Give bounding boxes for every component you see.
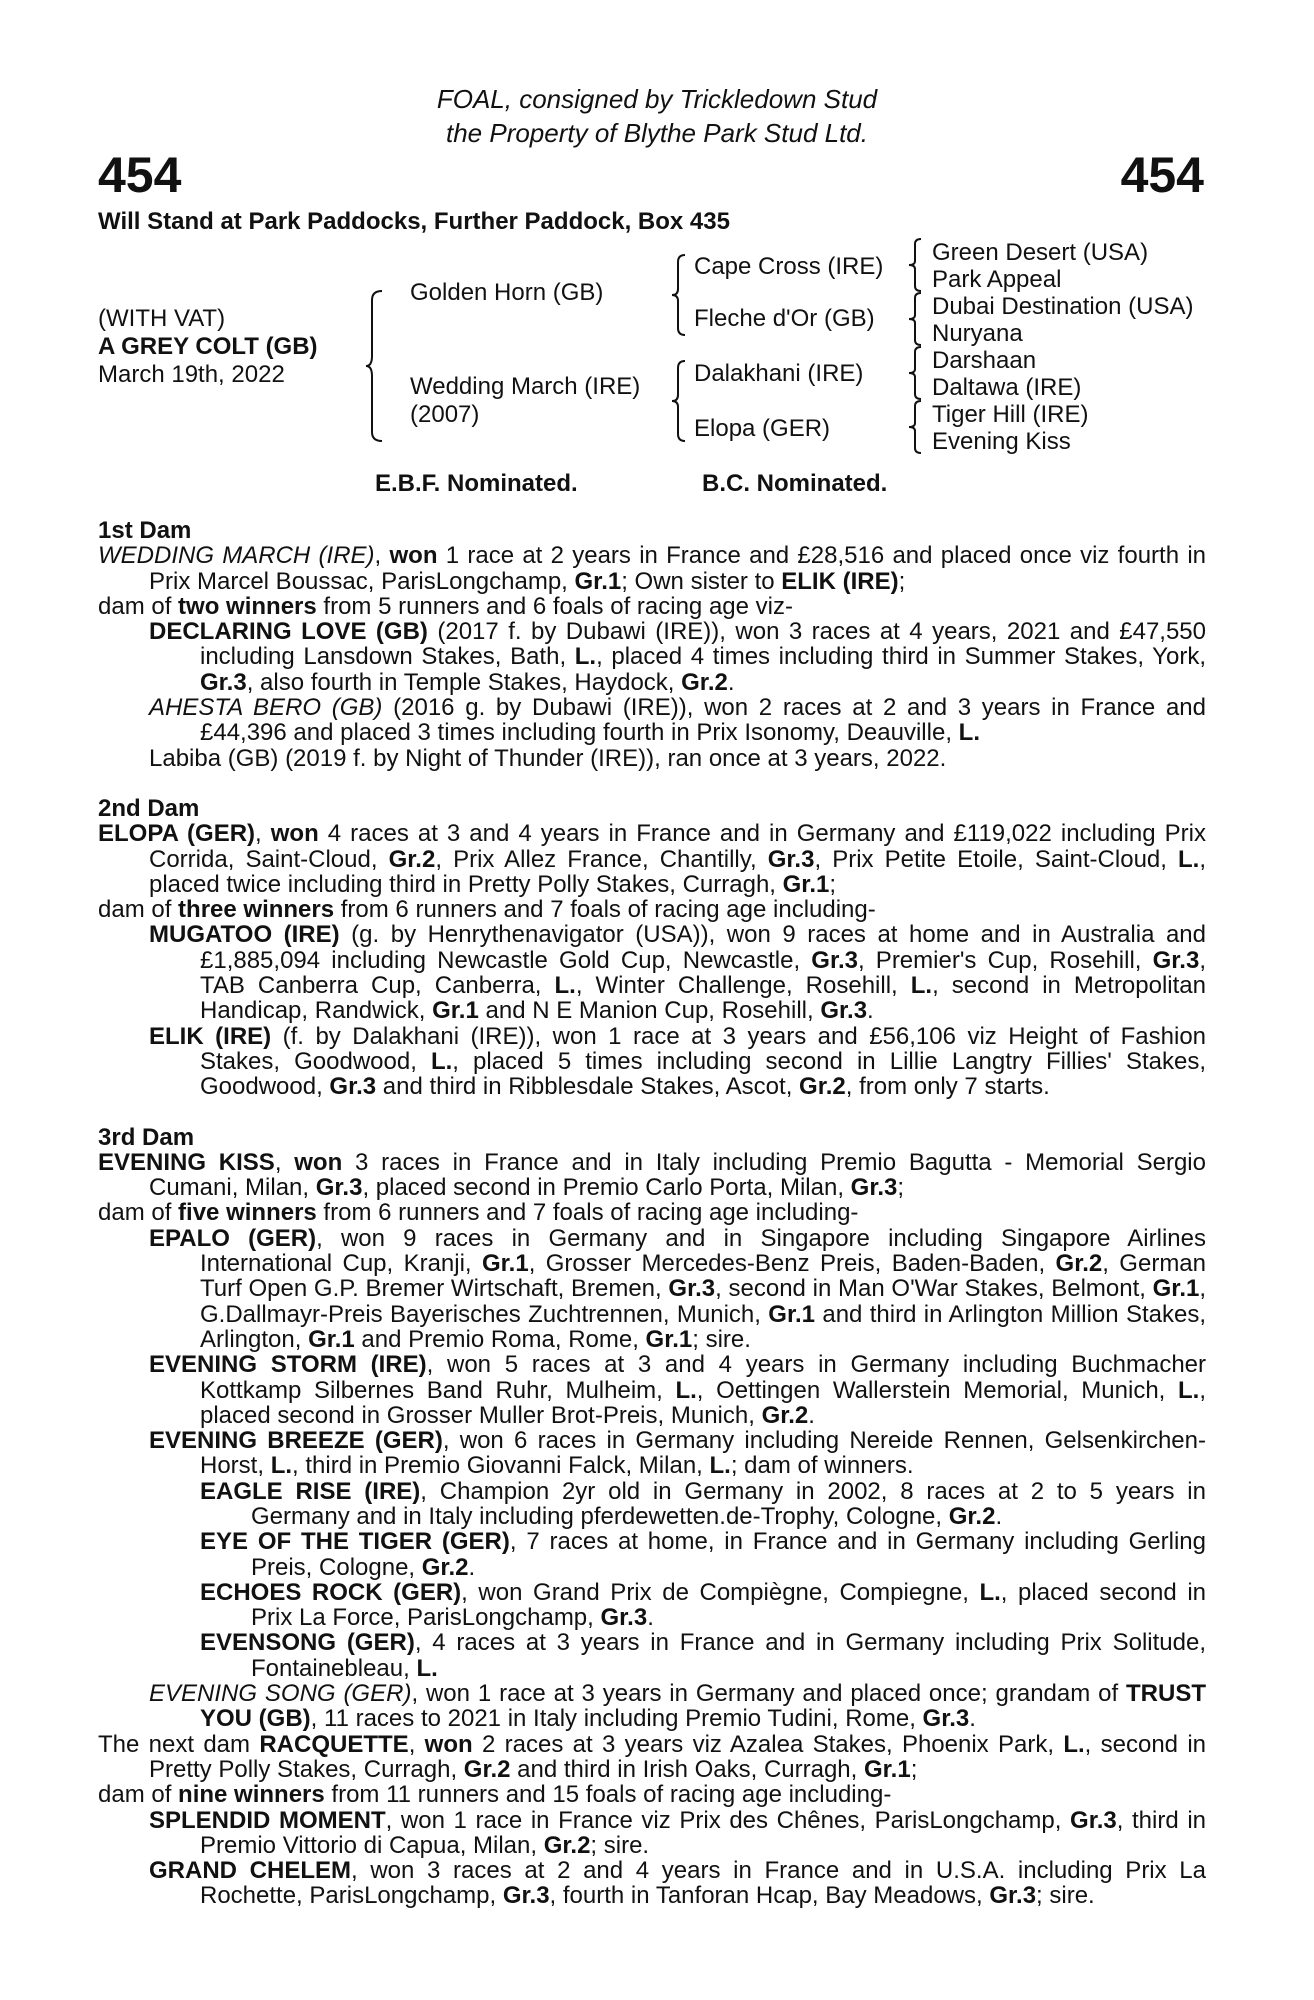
bold-text-run: Gr.2 — [463, 1755, 511, 1783]
bold-text-run: ELIK (IRE) — [781, 567, 899, 595]
sire-name: Golden Horn (GB) — [410, 279, 604, 306]
text-run: , placed 4 times including third in Summer Stakes, York, — [596, 643, 1206, 671]
pedigree-paragraph — [98, 1024, 1206, 1100]
bold-text-run: three winners — [178, 896, 335, 924]
bc-nomination: B.C. Nominated. — [702, 470, 888, 497]
text-run: and Premio Roma, Rome, — [354, 1325, 646, 1353]
brace-fleche-dor — [906, 292, 926, 346]
pedigree-paragraph — [98, 1529, 1206, 1580]
section-heading: 2nd Dam — [98, 794, 200, 822]
bold-text-run: Gr.3 — [850, 1174, 898, 1202]
text-run: dam of — [98, 896, 179, 924]
bold-text-run: nine winners — [178, 1781, 325, 1809]
bold-text-run: EPALO (GER) — [149, 1224, 317, 1252]
bold-text-run: L. — [1063, 1730, 1085, 1758]
consignment-line-1: FOAL, consigned by Trickledown Stud — [436, 84, 878, 114]
bold-text-run: L. — [574, 643, 597, 671]
pedigree-paragraph — [98, 1580, 1206, 1631]
bold-text-run: ECHOES ROCK (GER) — [200, 1578, 462, 1606]
gg-dam-2: Nuryana — [932, 320, 1023, 347]
text-run: from 5 runners and 6 foals of racing age viz- — [316, 592, 793, 620]
text-run: , won 5 races at 3 and 4 years in Germany including Buchmacher Kottkamp Silbernes Band Ruhr, Mulheim, — [200, 1351, 1207, 1404]
text-run: , — [374, 542, 390, 570]
text-run: , 11 races to 2021 in Italy including Premio Tudini, Rome, — [310, 1705, 923, 1733]
text-run: from 6 runners and 7 foals of racing age including- — [334, 896, 876, 924]
text-run: , second in Man O'War Stakes, Belmont, — [715, 1275, 1153, 1303]
bold-text-run: Gr.1 — [432, 997, 479, 1025]
bold-text-run: EVENING STORM (IRE) — [149, 1351, 427, 1379]
text-run: , Champion 2yr old in Germany in 2002, 8 races at 2 to 5 years in Germany and in Italy including pferdewetten.de-Trophy, Cologne, — [251, 1477, 1206, 1530]
bold-text-run: SPLENDID MOMENT — [149, 1806, 386, 1834]
bold-text-run: EVENSONG (GER) — [200, 1629, 415, 1657]
gg-sire-3: Darshaan — [932, 347, 1037, 374]
bold-text-run: Gr.3 — [1152, 946, 1200, 974]
text-run: and N E Manion Cup, Rosehill, — [478, 997, 821, 1025]
text-run: , Prix Allez France, Chantilly, — [435, 845, 768, 873]
pedigree-paragraph — [98, 1808, 1206, 1859]
bold-text-run: Gr.1 — [768, 1300, 815, 1328]
bold-text-run: GRAND CHELEM — [149, 1857, 351, 1885]
text-run: (2016 g. by Dubawi (IRE)), won 2 races at 2 and 3 years in France and £44,396 and placed 3 times including fourth in Prix Isonomy, Deauville, — [200, 694, 1206, 747]
text-run: ; — [898, 567, 906, 595]
vat-note: (WITH VAT) — [98, 305, 226, 332]
bold-text-run: Gr.2 — [543, 1831, 591, 1859]
text-run: , Winter Challenge, Rosehill, — [575, 972, 911, 1000]
dam-sire: Dalakhani (IRE) — [694, 360, 864, 387]
text-run: . — [969, 1705, 976, 1733]
text-run: ; dam of winners. — [730, 1452, 914, 1480]
bold-text-run: won — [424, 1730, 473, 1758]
pedigree-paragraph — [98, 1630, 1206, 1681]
text-run: , placed second in Grosser Muller Brot-Preis, Munich, — [200, 1376, 1206, 1429]
bold-text-run: EYE OF THE TIGER (GER) — [200, 1528, 510, 1556]
bold-text-run: Gr.2 — [388, 845, 436, 873]
text-run: dam of — [98, 1781, 179, 1809]
text-run: , G.Dallmayr-Preis Bayerisches Zuchtrennen, Munich, — [200, 1275, 1207, 1328]
italic-text-run: AHESTA BERO (GB) — [149, 694, 383, 722]
pedigree-paragraph — [98, 821, 1206, 897]
pedigree-paragraph — [98, 1479, 1206, 1530]
text-run: , third in Premio Vittorio di Capua, Milan, — [200, 1806, 1207, 1859]
text-run: 2 races at 3 years viz Azalea Stakes, Phoenix Park, — [472, 1730, 1064, 1758]
gg-sire-4: Tiger Hill (IRE) — [932, 401, 1089, 428]
text-run: . — [647, 1604, 654, 1632]
pedigree-paragraph — [98, 695, 1206, 746]
text-run: , won 1 race at 3 years in Germany and placed once; grandam of — [411, 1680, 1126, 1708]
pedigree-paragraph — [98, 1681, 1206, 1732]
bold-text-run: L. — [958, 719, 980, 747]
bold-text-run: Gr.3 — [989, 1882, 1037, 1910]
pedigree-paragraph — [98, 746, 1206, 771]
text-run: , won 1 race in France viz Prix des Chênes, ParisLongchamp, — [385, 1806, 1071, 1834]
text-run: , Prix Petite Etoile, Saint-Cloud, — [814, 845, 1179, 873]
text-run: 4 races at 3 and 4 years in France and in Germany and £119,022 including Prix Corrida, Saint-Cloud, — [149, 820, 1206, 873]
text-run: ; sire. — [1036, 1882, 1095, 1910]
text-run: 1 race at 2 years in France and £28,516 and placed once viz fourth in Prix Marcel Boussac, ParisLongchamp, — [149, 542, 1207, 595]
text-run: , — [255, 820, 271, 848]
pedigree-paragraph — [98, 594, 1206, 619]
bold-text-run: Gr.3 — [668, 1275, 716, 1303]
pedigree-paragraph — [98, 1226, 1206, 1352]
text-run: dam of — [98, 592, 179, 620]
section-heading: 1st Dam — [98, 517, 192, 544]
bold-text-run: EVENING KISS — [98, 1148, 275, 1176]
bold-text-run: Gr.3 — [600, 1604, 648, 1632]
text-run: . — [808, 1401, 815, 1429]
text-run: 3 races in France and in Italy including Premio Bagutta - Memorial Sergio Cumani, Milan, — [149, 1148, 1206, 1202]
stand-location: Will Stand at Park Paddocks, Further Paddock, Box 435 — [98, 208, 730, 235]
section-gap — [98, 771, 1206, 796]
foaling-date: March 19th, 2022 — [98, 361, 285, 388]
text-run: , — [408, 1730, 425, 1758]
italic-text-run: WEDDING MARCH (IRE) — [98, 542, 375, 570]
text-run: , Oettingen Wallerstein Memorial, Munich, — [696, 1376, 1178, 1404]
bold-text-run: Gr.1 — [482, 1250, 529, 1278]
bold-text-run: Gr.1 — [1152, 1275, 1200, 1303]
text-run: , won 9 races in Germany and in Singapore including Singapore Airlines International Cup, Kranji, — [200, 1224, 1206, 1278]
text-run: , 7 races at home, in France and in Germany including Gerling Preis, Cologne, — [251, 1528, 1206, 1581]
gg-sire-1: Green Desert (USA) — [932, 239, 1149, 266]
brace-elopa — [906, 400, 926, 454]
text-run: , German Turf Open G.P. Bremer Wirtschaft, Bremen, — [200, 1250, 1207, 1303]
pedigree-paragraph — [98, 619, 1206, 695]
dam-line-brace — [670, 360, 690, 442]
bold-text-run: Gr.3 — [811, 946, 858, 974]
sire-sire: Cape Cross (IRE) — [694, 253, 884, 280]
text-run: ; — [910, 1755, 918, 1783]
pedigree-paragraph — [98, 1352, 1206, 1428]
text-run: The next dam — [98, 1730, 260, 1758]
pedigree-paragraph — [98, 1782, 1206, 1807]
bold-text-run: Gr.1 — [645, 1325, 693, 1353]
consignment-line-2: the Property of Blythe Park Stud Ltd. — [445, 118, 868, 148]
text-run: (2017 f. by Dubawi (IRE)), won 3 races at 4 years, 2021 and £47,550 including Lansdown Stakes, Bath, — [200, 618, 1207, 671]
gg-dam-4: Evening Kiss — [932, 428, 1071, 455]
text-run: . — [468, 1553, 476, 1581]
text-run: from 11 runners and 15 foals of racing age including- — [324, 1781, 892, 1809]
bold-text-run: Gr.2 — [799, 1073, 846, 1101]
text-run: . — [995, 1502, 1003, 1530]
pedigree-paragraph — [98, 1732, 1206, 1783]
text-run: , — [274, 1148, 295, 1176]
italic-text-run: EVENING SONG (GER) — [149, 1680, 412, 1708]
bold-text-run: Gr.2 — [1055, 1250, 1103, 1278]
bold-text-run: MUGATOO (IRE) — [149, 921, 340, 949]
bold-text-run: Gr.3 — [200, 668, 247, 696]
bold-text-run: Gr.3 — [502, 1882, 550, 1910]
sire-line-brace — [670, 254, 690, 336]
bold-text-run: Gr.3 — [922, 1705, 970, 1733]
bold-text-run: L. — [430, 1047, 453, 1075]
text-run: . — [867, 997, 874, 1025]
bold-text-run: Gr.2 — [761, 1401, 809, 1429]
pedigree-paragraph — [98, 1150, 1206, 1201]
text-run: ; sire. — [692, 1325, 751, 1353]
text-run: , won Grand Prix de Compiègne, Compiegne, — [461, 1578, 980, 1606]
text-run: . — [727, 668, 735, 696]
bold-text-run: Gr.3 — [820, 997, 868, 1025]
text-run: (g. by Henrythenavigator (USA)), won 9 races at home and in Australia and £1,885,094 including Newcastle Gold Cup, Newcastle, — [200, 921, 1207, 974]
text-run: ; — [829, 870, 837, 898]
bold-text-run: Gr.3 — [767, 845, 815, 873]
text-run: (f. by Dalakhani (IRE)), won 1 race at 3 years and £56,106 viz Height of Fashion Stakes, Goodwood, — [200, 1022, 1207, 1075]
text-run: ; — [897, 1174, 905, 1202]
bold-text-run: L. — [416, 1654, 438, 1682]
bold-text-run: won — [294, 1148, 343, 1176]
bold-text-run: DECLARING LOVE (GB) — [149, 618, 428, 646]
bold-text-run: two winners — [178, 592, 317, 620]
section-gap — [98, 1100, 1206, 1125]
ebf-nomination: E.B.F. Nominated. — [375, 470, 578, 497]
bold-text-run: Gr.3 — [315, 1174, 363, 1202]
pedigree-paragraph — [98, 1428, 1206, 1479]
pedigree-paragraph — [98, 1858, 1206, 1909]
bold-text-run: Gr.1 — [308, 1325, 355, 1353]
text-run: , placed second in Premio Carlo Porta, Milan, — [362, 1174, 851, 1202]
text-run: , placed 5 times including second in Lillie Langtry Fillies' Stakes, Goodwood, — [200, 1047, 1206, 1101]
bold-text-run: Gr.3 — [329, 1073, 377, 1101]
text-run: ; sire. — [590, 1831, 650, 1859]
bold-text-run: won — [389, 542, 438, 570]
bold-text-run: L. — [979, 1578, 1001, 1606]
section-heading: 3rd Dam — [98, 1123, 195, 1151]
bold-text-run: Gr.2 — [681, 668, 728, 696]
text-run: , from only 7 starts. — [845, 1073, 1050, 1101]
text-run: , Premier's Cup, Rosehill, — [857, 946, 1153, 974]
text-run: and third in Irish Oaks, Curragh, — [510, 1755, 864, 1783]
pedigree-paragraph — [98, 543, 1206, 594]
pedigree-paragraph — [98, 897, 1206, 922]
bold-text-run: RACQUETTE — [259, 1730, 409, 1758]
bold-text-run: L. — [1178, 1376, 1200, 1404]
text-run: , won 3 races at 2 and 4 years in France and in U.S.A. including Prix La Rochette, ParisLongchamp, — [200, 1857, 1206, 1910]
text-run: , third in Premio Giovanni Falck, Milan, — [292, 1452, 710, 1480]
bold-text-run: Gr.1 — [574, 567, 622, 595]
bold-text-run: L. — [270, 1452, 293, 1480]
dam-dam: Elopa (GER) — [694, 415, 831, 442]
text-run: , fourth in Tanforan Hcap, Bay Meadows, — [549, 1882, 990, 1910]
bold-text-run: Gr.2 — [421, 1553, 469, 1581]
consignment-note — [0, 82, 1314, 150]
text-run: , Grosser Mercedes-Benz Preis, Baden-Baden, — [528, 1250, 1056, 1278]
text-run: , won 6 races in Germany including Nereide Rennen, Gelsenkirchen-Horst, — [200, 1427, 1206, 1480]
bold-text-run: EVENING BREEZE (GER) — [149, 1427, 443, 1455]
text-run: , placed twice including third in Pretty Polly Stakes, Curragh, — [149, 845, 1207, 898]
text-run: from 6 runners and 7 foals of racing age including- — [316, 1199, 859, 1227]
text-run: , 4 races at 3 years in France and in Germany including Prix Solitude, Fontainebleau, — [251, 1629, 1206, 1682]
bold-text-run: TRUST YOU (GB) — [200, 1680, 1206, 1733]
dam-name: Wedding March (IRE) — [410, 373, 641, 400]
bold-text-run: L. — [675, 1376, 697, 1404]
lot-number-left: 454 — [98, 147, 182, 203]
bold-text-run: EAGLE RISE (IRE) — [200, 1477, 421, 1505]
bold-text-run: L. — [1178, 845, 1200, 873]
pedigree-paragraph — [98, 922, 1206, 1023]
gg-dam-1: Park Appeal — [932, 266, 1062, 293]
text-run: dam of — [98, 1199, 179, 1227]
text-run: and third in Arlington Million Stakes, Arlington, — [200, 1300, 1206, 1353]
bold-text-run: ELOPA (GER) — [98, 820, 256, 848]
dam-year: (2007) — [410, 401, 480, 428]
gg-dam-3: Daltawa (IRE) — [932, 374, 1082, 401]
text-run: and third in Ribblesdale Stakes, Ascot, — [376, 1073, 800, 1101]
lot-name: A GREY COLT (GB) — [98, 333, 318, 360]
text-run: Labiba (GB) (2019 f. by Night of Thunder (IRE)), ran once at 3 years, 2022. — [149, 744, 947, 772]
lot-number-right: 454 — [1120, 147, 1204, 203]
brace-cape-cross — [906, 238, 926, 292]
bold-text-run: ELIK (IRE) — [149, 1022, 272, 1050]
text-run: , second in Pretty Polly Stakes, Curragh, — [149, 1730, 1207, 1783]
bold-text-run: Gr.2 — [948, 1502, 996, 1530]
bold-text-run: L. — [910, 972, 933, 1000]
bold-text-run: Gr.1 — [863, 1755, 911, 1783]
text-run: ; Own sister to — [621, 567, 782, 595]
sire-dam-brace — [364, 290, 392, 442]
bold-text-run: L. — [709, 1452, 731, 1480]
bold-text-run: five winners — [178, 1199, 317, 1227]
family-text — [98, 518, 1206, 1909]
text-run: , second in Metropolitan Handicap, Randwick, — [200, 972, 1207, 1025]
pedigree-paragraph — [98, 1200, 1206, 1225]
brace-dalakhani — [906, 346, 926, 400]
text-run: , TAB Canberra Cup, Canberra, — [200, 946, 1206, 1000]
bold-text-run: won — [270, 820, 319, 848]
text-run: , also fourth in Temple Stakes, Haydock, — [246, 668, 682, 696]
bold-text-run: Gr.1 — [782, 870, 830, 898]
bold-text-run: Gr.3 — [1070, 1806, 1117, 1834]
text-run: , placed second in Prix La Force, ParisLongchamp, — [251, 1578, 1206, 1632]
sire-dam: Fleche d'Or (GB) — [694, 305, 875, 332]
bold-text-run: L. — [554, 972, 576, 1000]
gg-sire-2: Dubai Destination (USA) — [932, 293, 1194, 320]
